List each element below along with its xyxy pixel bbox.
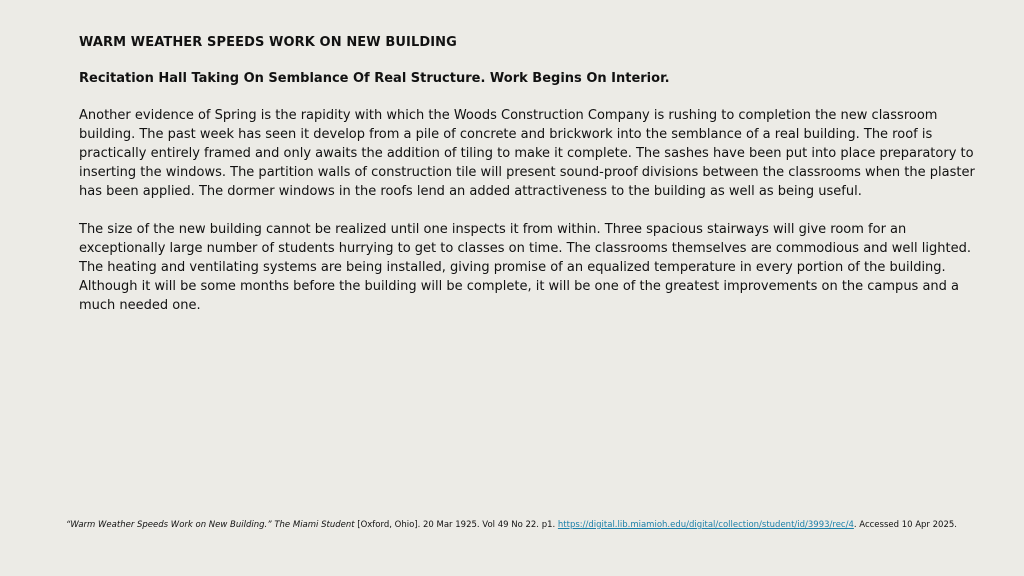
article-subheadline: Recitation Hall Taking On Semblance Of Real Structure. Work Begins On Interior.: [79, 71, 670, 86]
article-headline: WARM WEATHER SPEEDS WORK ON NEW BUILDING: [79, 35, 457, 50]
citation: [66, 519, 996, 532]
article-body: [79, 34, 994, 334]
citation-publication: The Miami Student: [274, 520, 355, 530]
citation-accessed: . Accessed 10 Apr 2025.: [853, 520, 957, 530]
article-paragraph-1: Another evidence of Spring is the rapidity with which the Woods Construction Company is rushing to completion the new classroom building. The past week has seen it develop from a pile of concrete and brickwork into the semblance of a real building. The roof is practically entirely framed and only awaits the addition of tiling to make it complete. The sashes have been put into place preparatory to inserting the windows. The partition walls of construction tile will present sound-proof divisions between the classrooms when the plaster has been applied. The dormer windows in the roofs lend an added attractiveness to the building as well as being useful.: [79, 108, 975, 199]
citation-article-title: “Warm Weather Speeds Work on New Building.”: [66, 520, 272, 530]
citation-details: [Oxford, Ohio]. 20 Mar 1925. Vol 49 No 22. p1.: [354, 520, 558, 530]
article-paragraph-2: The size of the new building cannot be realized until one inspects it from within. Three spacious stairways will give room for an exceptionally large number of students hurrying to get to classes on time. The classrooms themselves are commodious and well lighted. The heating and ventilating systems are being installed, giving promise of an equalized temperature in every portion of the building. Although it will be some months before the building will be complete, it will be one of the greatest improvements on the campus and a much needed one.: [79, 222, 971, 313]
citation-link[interactable]: https://digital.lib.miamioh.edu/digital/collection/student/id/3993/rec/4: [557, 520, 854, 530]
